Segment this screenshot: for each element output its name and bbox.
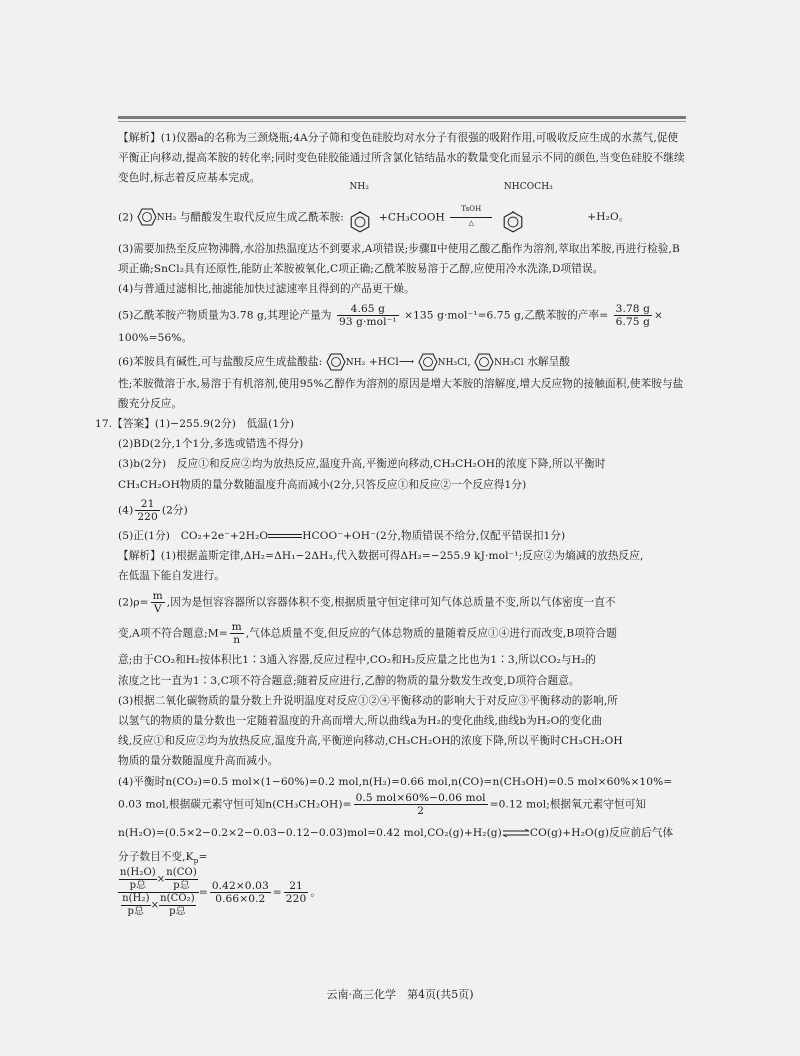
q17-analysis-2d: 浓度之比一直为1∶3,C项不符合题意;随着反应进行,乙醇的物质的量分数发生改变,D项符合题意。 [118, 674, 580, 687]
analysis-16-part1: 【解析】(1)仪器a的名称为三颈烧瓶;4A分子筛和变色硅胶均对水分子有很强的吸附作用,可吸收反应生成的水蒸气,促使平衡正向移动,提高苯胺的转化率;同时变色硅胶能通过所含氯化钴结晶水的数量变化而显示不同的颜色,当变色硅胶不继续变色时,标志着反应基本完成。 [118, 132, 685, 185]
analysis-16-part6-cont: 性;苯胺微溶于水,易溶于有机溶剂,使用95%乙醇作为溶剂的原因是增大苯胺的溶解度,增大反应物的接触面积,使苯胺与盐酸充分反应。 [118, 377, 684, 410]
q17-answer-2: (2)BD(2分,1个1分,多选或错选不得分) [118, 438, 304, 451]
q17-answer-5: (5)正(1分) CO₂+2e⁻+2H₂O HCOO⁻+OH⁻(2分,物质错误不给分,仅配平错误扣1分) [118, 529, 566, 542]
kp-expression: n(H₂O) p总×n(CO) p总 n(H₂) p总×n(CO₂) p总 [120, 867, 197, 918]
q17-analysis-3d: 物质的量分数随温度升高而减小。 [118, 755, 279, 768]
yield-fraction: $\frac{3.78 g}{6.75 g}$ [615, 303, 650, 329]
analysis-16-part4: (4)与普通过滤相比,抽滤能加快过滤速率且得到的产品更干燥。 [118, 283, 415, 296]
header-rule-thin [118, 121, 686, 122]
q17-analysis-3c: 线,反应①和反应②均为放热反应,温度升高,平衡逆向移动,CH₃CH₂OH的浓度下降,所以平衡时CH₃CH₂OH [118, 735, 623, 748]
q17-analysis-4b: 0.03 mol,根据碳元素守恒可知n(CH₃CH₂OH)= $\frac{\text{0.5 mol×60\%−0.06 mol}}{2}$ =0.12 mol;根据氧元素守恒可知 [118, 791, 647, 817]
equals-sign-icon [268, 532, 302, 540]
q17-analysis-3a: (3)根据二氧化碳物质的量分数上升说明温度对反应①②④平衡移动的影响大于对反应③平衡移动的影响,所 [118, 694, 618, 707]
analysis-16-part5: (5)乙酰苯胺产物质量为3.78 g,其理论产量为 $\frac{4.65 g}{\text{93 g·mol⁻¹}}$ ×135 g·mol⁻¹=6.75 g,乙酰苯胺的产率= $\frac{3.78 g}{6.75 g}$ × [118, 303, 663, 329]
analysis-16-part2: (2) NH₂ 与醋酸发生取代反应生成乙酰苯胺: NH₂ +CH₃COOH TsOH △ NHCOCH₃ +H₂O。 [118, 195, 686, 239]
reaction-arrow: TsOH △ [448, 207, 494, 227]
analysis-16-part6: (6)苯胺具有碱性,可与盐酸反应生成盐酸盐: NH₂ +HCl⟶ NH₃Cl, NH₃Cl 水解呈酸 [118, 352, 686, 373]
benzene-ring-icon [502, 211, 524, 233]
page-footer: 云南·高三化学 第4页(共5页) [326, 988, 474, 1001]
theoretical-yield-fraction: $\frac{4.65 g}{\text{93 g·mol⁻¹}}$ [338, 303, 397, 329]
q17-analysis-3b: 以氢气的物质的量分数也一定随着温度的升高而增大,所以曲线a为H₂的变化曲线,曲线b为H₂O的变化曲 [118, 715, 603, 728]
analysis-16-part5-result: 100%=56%。 [118, 332, 193, 345]
acetanilide-structure: NHCOCH₃ [498, 195, 570, 239]
kp-answer-fraction: $\frac{21}{220}$ [137, 497, 158, 523]
aniline-vertical: NH₂ [347, 195, 375, 239]
q17-analysis-4a: (4)平衡时n(CO₂)=0.5 mol×(1−60%)=0.2 mol,n(H₂)=0.66 mol,n(CO)=n(CH₃OH)=0.5 mol×60%×10%= [118, 775, 673, 788]
q17-answer-3b: CH₃CH₂OH物质的量分数随温度升高而减小(2分,只答反应①和反应②一个反应得1分) [118, 478, 527, 491]
q17-analysis-2a: (2)ρ= $\frac{m}{V}$ ,因为是恒容容器所以容器体积不变,根据质量守恒定律可知气体总质量不变,所以气体密度一直不 [118, 590, 616, 616]
q17-analysis-4c: n(H₂O)=(0.5×2−0.2×2−0.03−0.12−0.03)mol=0.42 mol,CO₂(g)+H₂(g) CO(g)+H₂O(g)反应前后气体 [118, 826, 674, 839]
benzene-ring-icon [418, 353, 438, 371]
q17-analysis-1a: 【解析】(1)根据盖斯定律,ΔH₂=ΔH₁−2ΔH₃,代入数据可得ΔH₂=−255.9 kJ·mol⁻¹;反应②为熵减的放热反应, [118, 550, 644, 563]
q17-analysis-1b: 在低温下能自发进行。 [118, 570, 225, 583]
benzene-ring-icon [349, 211, 371, 233]
q17-answer-1: 17.【答案】(1)−255.9(2分) 低温(1分) [95, 418, 295, 431]
benzene-ring-icon [326, 353, 346, 371]
answer-content: 【解析】(1)仪器a的名称为三颈烧瓶;4A分子筛和变色硅胶均对水分子有很强的吸附作用,可吸收反应生成的水蒸气,促使平衡正向移动,提高苯胺的转化率;同时变色硅胶能通过所含氯化钴结晶水的数量变化而显示不同的颜色,当变色硅胶不继续变色时,标志着反应基本完成。 (2) NH₂ 与醋酸发生取代反应生成乙酰苯胺: NH₂ +CH₃COOH TsOH △ NHCOCH₃ +H₂O。 (3)需要加热至反应物沸腾,水浴加热温度达不到要求,A项错误;步骤Ⅱ中使用乙酸乙酯作为溶剂,萃取出苯胺,再进行检验,B项正确;SnCl₂具有还原性,能防止苯胺被氧化,C项正确;乙酰苯胺易溶于乙醇,应使用冷水洗涤,D项错误。 (4)与普通过滤相比,抽滤能加快过滤速率且得到的产品更干燥。 (5)乙酰苯胺产物质量为3.78 g,其理论产量为 $\frac{4.65 g}{\text{93 g·mol⁻¹}}$ ×135 g·mol⁻¹=6.75 g,乙酰苯胺的产率= $\frac{3.78 g}{6.75 g}$ × 100%=56%。 (6)苯胺具有碱性,可与盐酸反应生成盐酸盐: NH₂ +HCl⟶ NH₃Cl, NH₃Cl 水解呈酸 性;苯胺微溶于水,易溶于有机溶剂,使用95%乙醇作为溶剂的原因是增大苯胺的溶解度,增大反应物的接触面积,使苯胺与盐酸充分反应。 17.【答案】(1)−255.9(2分) 低温(1分) (2)BD(2分,1个1分,多选或错选不得分) (3)b(2分) 反应①和反应②均为放热反应,温度升高,平衡逆向移动,CH₃CH₂OH的浓度下降,所以平衡时 CH₃CH₂OH物质的量分数随温度升高而减小(2分,只答反应①和反应②一个反应得1分) (4) $\frac{21}{220}$ (2分) (5)正(1分) CO₂+2e⁻+2H₂O HCOO⁻+OH⁻(2分,物质错误不给分,仅配平错误扣1分) 【解析】(1)根据盖斯定律,ΔH₂=ΔH₁−2ΔH₃,代入数据可得ΔH₂=−255.9 kJ·mol⁻¹;反应②为熵减的放热反应, 在低温下能自发进行。 (2)ρ= $\frac{m}{V}$ ,因为是恒容容器所以容器体积不变,根据质量守恒定律可知气体总质量不变,所以气体密度一直不 变,A项不符合题意;M= $\frac{m}{n}$ ,气体总质量不变,但反应的气体总物质的量随着反应①④进行而改变,B项符合题 意;由于CO₂和H₂按体积比1∶3通入容器,反应过程中,CO₂和H₂反应量之比也为1∶3,所以CO₂与H₂的 浓度之比一直为1∶3,C项不符合题意;随着反应进行,乙醇的物质的量分数发生改变,D项符合题意。 (3)根据二氧化碳物质的量分数上升说明温度对反应①②④平衡移动的影响大于对反应③平衡移动的影响,所 以氢气的物质的量分数也一定随着温度的升高而增大,所以曲线a为H₂的变化曲线,曲线b为H₂O的变化曲 线,反应①和反应②均为放热反应,温度升高,平衡逆向移动,CH₃CH₂OH的浓度下降,所以平衡时CH₃CH₂OH 物质的量分数随温度升高而减小。 (4)平衡时n(CO₂)=0.5 mol×(1−60%)=0.2 mol,n(H₂)=0.66 mol,n(CO)=n(CH₃OH)=0.5 mol×60%×10%= 0.03 mol,根据碳元素守恒可知n(CH₃CH₂OH)= $\frac{\text{0.5 mol×60\%−0.06 mol}}{2}$ =0.12 mol;根据氧元素守恒可知 n(H₂O)=(0.5×2−0.2×2−0.03−0.12−0.03)mol=0.42 mol,CO₂(g)+H₂(g) CO(g)+H₂O(g)反应前后气体 分子数目不变$,K_p=$ n(H₂O) p总×n(CO) p总 n(H₂) p总×n(CO₂) p总= $\frac{0.42\times 0.03}{0.66\times 0.2}$ = $\frac{21}{220}$ 。 [118, 128, 686, 918]
analysis-16-part3: (3)需要加热至反应物沸腾,水浴加热温度达不到要求,A项错误;步骤Ⅱ中使用乙酸乙酯作为溶剂,萃取出苯胺,再进行检验,B项正确;SnCl₂具有还原性,能防止苯胺被氧化,C项正确;乙酰苯胺易溶于乙醇,应使用冷水洗涤,D项错误。 [118, 242, 680, 275]
q17-analysis-4d: 分子数目不变$,K_p=$ [118, 851, 208, 866]
aniline-structure: NH₂ [137, 195, 177, 240]
benzene-ring-icon [137, 208, 157, 226]
reversible-arrow-icon [502, 829, 530, 837]
header-rule [118, 116, 686, 119]
q17-answer-3a: (3)b(2分) 反应①和反应②均为放热反应,温度升高,平衡逆向移动,CH₃CH₂OH的浓度下降,所以平衡时 [118, 458, 606, 471]
benzene-ring-icon [474, 353, 494, 371]
q17-analysis-2b: 变,A项不符合题意;M= $\frac{m}{n}$ ,气体总质量不变,但反应的气体总物质的量随着反应①④进行而改变,B项符合题 [118, 621, 618, 647]
q17-answer-4: (4) $\frac{21}{220}$ (2分) [118, 497, 188, 523]
q17-analysis-2c: 意;由于CO₂和H₂按体积比1∶3通入容器,反应过程中,CO₂和H₂反应量之比也为1∶3,所以CO₂与H₂的 [118, 654, 597, 667]
